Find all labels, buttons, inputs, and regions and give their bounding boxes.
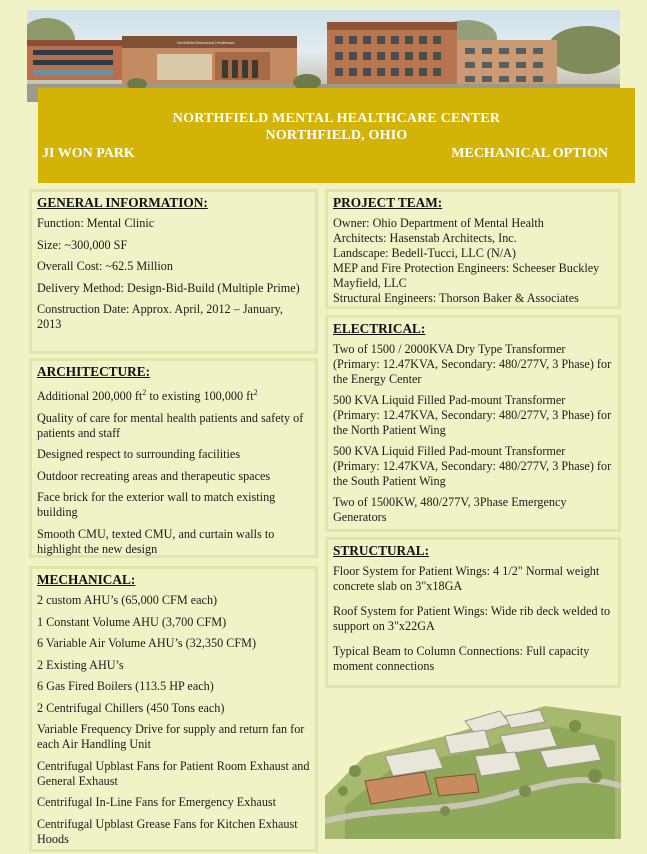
section-heading: ELECTRICAL: [333, 321, 426, 336]
electrical-item: Two of 1500KW, 480/277V, 3Phase Emergency Generators [333, 495, 567, 524]
section-heading: GENERAL INFORMATION: [37, 195, 208, 210]
section-heading: PROJECT TEAM: [333, 195, 443, 210]
svg-text:Northfield Behavioral Healthca: Northfield Behavioral Healthcare [177, 40, 235, 45]
team-item: Structural Engineers: Thorson Baker & Associates [333, 291, 579, 305]
section-heading: MECHANICAL: [37, 572, 136, 587]
section-heading: ARCHITECTURE: [37, 364, 151, 379]
info-item: Centrifugal Upblast Fans for Patient Room Exhaust and General Exhaust [37, 758, 310, 788]
info-item: Smooth CMU, texted CMU, and curtain walls to highlight the new design [37, 526, 275, 556]
project-title: NORTHFIELD MENTAL HEALTHCARE CENTER [172, 111, 501, 126]
title-banner [38, 88, 635, 183]
structural-section [325, 537, 621, 688]
option-label: MECHANICAL OPTION [451, 146, 608, 161]
area-text-a: Additional 200,000 ft [37, 389, 143, 404]
info-item: Construction Date: Approx. April, 2012 – January, 2013 [37, 302, 283, 331]
info-item: 2 Existing AHU’s [37, 657, 124, 672]
electrical-item: Two of 1500 / 2000KVA Dry Type Transformer (Primary: 12.47KVA, Secondary: 480/277V, 3 Phase) for the Energy Center [333, 342, 612, 386]
info-item: Designed respect to surrounding facilities [37, 447, 241, 462]
info-item: Centrifugal In-Line Fans for Emergency Exhaust [37, 795, 277, 809]
team-item: Owner: Ohio Department of Mental Health [333, 216, 544, 230]
info-item: 6 Variable Air Volume AHU’s (32,350 CFM) [37, 636, 257, 650]
project-team-section [325, 189, 621, 309]
area-text-b: to existing 100,000 ft [146, 389, 254, 404]
general-information-section [29, 189, 318, 354]
info-item: Face brick for the exterior wall to match existing building [37, 490, 276, 520]
info-item: 6 Gas Fired Boilers (113.5 HP each) [37, 679, 214, 693]
team-item: MEP and Fire Protection Engineers: Scheeser Buckley Mayfield, LLC [333, 261, 600, 290]
superscript: 2 [253, 388, 258, 397]
info-item: Overall Cost: ~62.5 Million [37, 259, 173, 273]
info-item: Outdoor recreating areas and therapeutic spaces [37, 468, 271, 483]
structural-item: Typical Beam to Column Connections: Full capacity moment connections [333, 644, 590, 673]
info-item: Quality of care for mental health patients and safety of patients and staff [37, 410, 304, 440]
author-name: JI WON PARK [42, 146, 135, 161]
info-item: 1 Constant Volume AHU (3,700 CFM) [37, 614, 227, 629]
superscript: 2 [142, 388, 147, 397]
team-item: Architects: Hasenstab Architects, Inc. [333, 231, 517, 245]
info-item [37, 385, 310, 404]
info-item: Delivery Method: Design-Bid-Build (Multiple Prime) [37, 280, 300, 295]
structural-item: Roof System for Patient Wings: Wide rib deck welded to support on 3"x22GA [333, 604, 611, 633]
team-item: Landscape: Bedell-Tucci, LLC (N/A) [333, 246, 516, 260]
mechanical-section [29, 566, 318, 852]
electrical-item: 500 KVA Liquid Filled Pad-mount Transformer (Primary: 12.47KVA, Secondary: 480/277V, 3 Phase) for the South Patient Wing [333, 444, 612, 488]
architecture-section [29, 358, 318, 558]
electrical-section [325, 315, 621, 532]
info-item: Function: Mental Clinic [37, 216, 155, 230]
project-location: NORTHFIELD, OHIO [265, 128, 408, 143]
info-item: Variable Frequency Drive for supply and return fan for each Air Handling Unit [37, 722, 305, 751]
info-item: 2 Centrifugal Chillers (450 Tons each) [37, 700, 225, 715]
info-item: Size: ~300,000 SF [37, 237, 128, 252]
aerial-site-rendering-image [325, 696, 621, 839]
info-item: 2 custom AHU’s (65,000 CFM each) [37, 593, 218, 607]
structural-item: Floor System for Patient Wings: 4 1/2" Normal weight concrete slab on 3"x18GA [333, 564, 600, 593]
electrical-item: 500 KVA Liquid Filled Pad-mount Transformer (Primary: 12.47KVA, Secondary: 480/277V, 3 Phase) for the North Patient Wing [333, 393, 612, 437]
info-item: Centrifugal Upblast Grease Fans for Kitchen Exhaust Hoods [37, 816, 298, 846]
section-heading: STRUCTURAL: [333, 543, 430, 558]
